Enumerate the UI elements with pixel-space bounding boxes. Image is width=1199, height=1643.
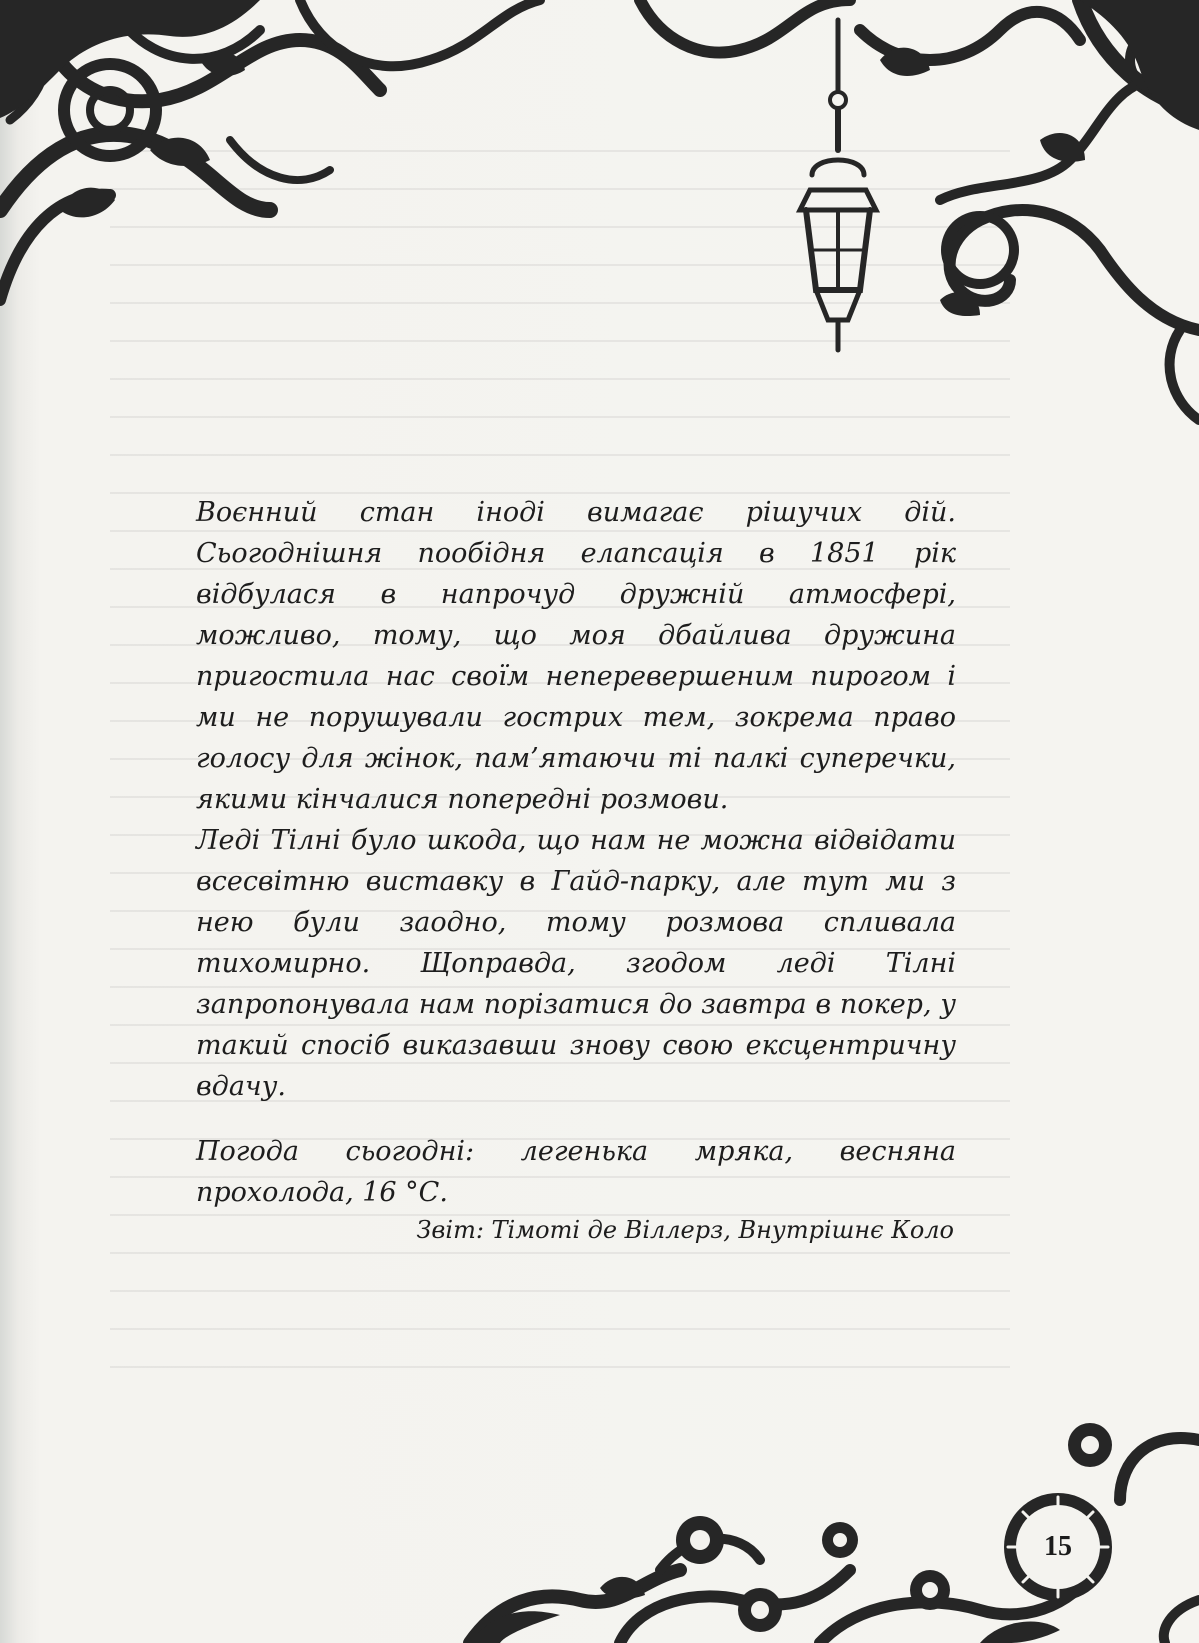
paragraph-1: Воєнний стан іноді вимагає рішучих дій. Сьогоднішня пообідня елапсація в 1851 рік відбулася в напрочуд дружній атмосфері, можливо, тому, що моя дбайлива дружина пригостила нас своїм неперевершеним пирогом і ми не порушували гострих тем, зокрема право голосу для жінок, пам’ятаючи ті палкі суперечки, якими кінчалися попередні розмови.	[196, 497, 956, 815]
page-number: 15	[1044, 1531, 1072, 1562]
weather-line: Погода сьогодні: легенька мряка, весняна прохолода, 16 °С.	[196, 1136, 956, 1208]
lantern-icon	[800, 20, 876, 350]
diary-entry	[196, 492, 956, 1213]
report-signature: Звіт: Тімоті де Віллерз, Внутрішнє Коло	[416, 1216, 954, 1244]
paragraph-2: Леді Тілні було шкода, що нам не можна відвідати всесвітню виставку в Гайд-парку, але тут ми з нею були заодно, тому розмова спливала тихомирно. Щоправда, згодом леді Тілні запропонувала нам порізатися до завтра в покер, у такий спосіб виказавши знову свою ексцентричну вдачу.	[196, 825, 956, 1102]
